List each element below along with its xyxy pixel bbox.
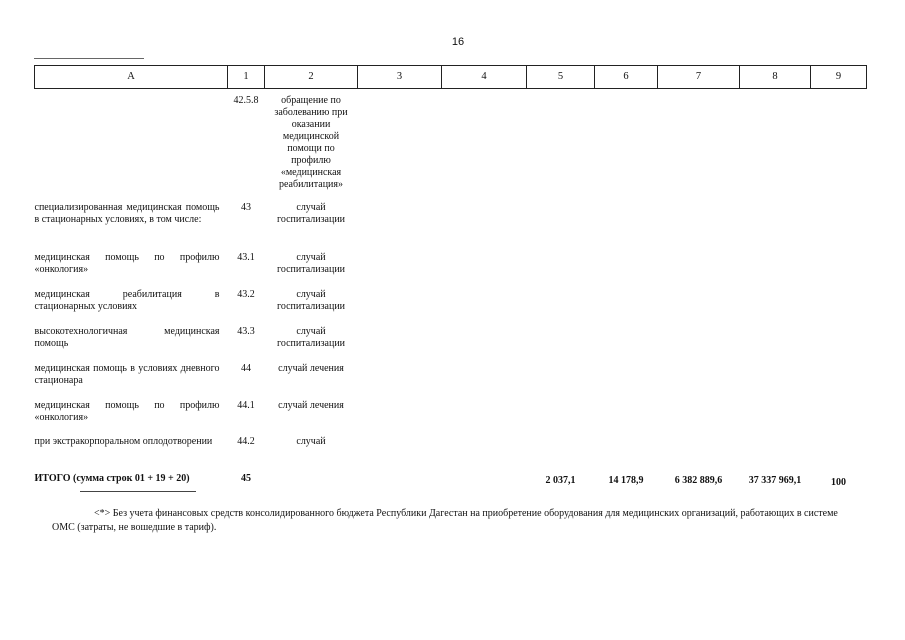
row-unit: случай xyxy=(296,436,326,447)
row-value-7 xyxy=(658,89,740,203)
column-header: 2 xyxy=(265,66,358,89)
column-header: 1 xyxy=(228,66,265,89)
row-code: 43.3 xyxy=(237,326,255,337)
row-value-3 xyxy=(358,436,442,471)
column-header: А xyxy=(35,66,228,89)
row-value-8 xyxy=(740,289,811,326)
row-value-7 xyxy=(658,289,740,326)
row-unit: обращение по заболеванию при оказании медицинской помощи по профилю «медицинская реабилитация» xyxy=(274,95,348,190)
row-value-5 xyxy=(527,289,595,326)
row-value-8 xyxy=(740,363,811,400)
row-unit: случай госпитализации xyxy=(276,289,346,312)
total-unit xyxy=(265,471,358,489)
total-value-5: 2 037,1 xyxy=(545,475,576,486)
row-value-9 xyxy=(811,363,867,400)
row-value-5 xyxy=(527,89,595,203)
row-value-6 xyxy=(595,289,658,326)
footnote: <*> Без учета финансовых средств консолидированного бюджета Республики Дагестан на приобретение оборудования для медицинских организаций, работающих в системе ОМС (затраты, не вошедшие в тариф). xyxy=(52,508,838,533)
row-value-6 xyxy=(595,89,658,203)
row-code: 42.5.8 xyxy=(233,95,259,106)
row-value-4 xyxy=(442,400,527,436)
row-value-4 xyxy=(442,252,527,289)
table-row xyxy=(35,326,867,363)
row-value-5 xyxy=(527,252,595,289)
row-value-9 xyxy=(811,252,867,289)
row-value-4 xyxy=(442,363,527,400)
row-unit: случай лечения xyxy=(278,363,344,374)
row-name xyxy=(35,89,228,203)
row-code: 44 xyxy=(241,363,251,374)
total-row xyxy=(35,471,867,489)
row-value-5 xyxy=(527,400,595,436)
row-value-3 xyxy=(358,89,442,203)
row-value-6 xyxy=(595,436,658,471)
row-value-6 xyxy=(595,252,658,289)
row-name: высокотехнологичная медицинская помощь xyxy=(34,326,220,349)
row-name: медицинская помощь в условиях дневного стационара xyxy=(34,363,220,386)
row-code: 43 xyxy=(241,202,251,213)
row-value-6 xyxy=(595,400,658,436)
row-value-7 xyxy=(658,363,740,400)
row-value-8 xyxy=(740,400,811,436)
row-value-8 xyxy=(740,436,811,471)
row-value-9 xyxy=(811,289,867,326)
table-row xyxy=(35,436,867,471)
total-value-4 xyxy=(442,471,527,489)
row-value-8 xyxy=(740,326,811,363)
row-value-5 xyxy=(527,363,595,400)
row-value-6 xyxy=(595,326,658,363)
total-value-9: 100 xyxy=(831,477,846,488)
header-row xyxy=(35,66,867,89)
row-value-9 xyxy=(811,436,867,471)
row-value-4 xyxy=(442,202,527,252)
row-value-4 xyxy=(442,289,527,326)
column-header: 7 xyxy=(658,66,740,89)
column-header: 9 xyxy=(811,66,867,89)
row-value-7 xyxy=(658,252,740,289)
row-value-6 xyxy=(595,363,658,400)
table-row xyxy=(35,202,867,252)
row-value-7 xyxy=(658,436,740,471)
row-value-6 xyxy=(595,202,658,252)
row-value-3 xyxy=(358,400,442,436)
column-header: 6 xyxy=(595,66,658,89)
total-value-7: 6 382 889,6 xyxy=(674,475,723,486)
row-name: специализированная медицинская помощь в стационарных условиях, в том числе: xyxy=(34,202,220,225)
row-value-3 xyxy=(358,363,442,400)
row-value-7 xyxy=(658,326,740,363)
table-row xyxy=(35,289,867,326)
row-value-4 xyxy=(442,436,527,471)
row-value-5 xyxy=(527,436,595,471)
row-value-9 xyxy=(811,89,867,203)
data-table xyxy=(34,65,867,489)
row-unit: случай госпитализации xyxy=(276,326,346,349)
table-row xyxy=(35,89,867,203)
column-header: 3 xyxy=(358,66,442,89)
row-value-4 xyxy=(442,89,527,203)
total-name: ИТОГО (сумма строк 01 + 19 + 20) xyxy=(34,473,190,484)
row-name: при экстракорпоральном оплодотворении xyxy=(34,436,213,447)
row-value-8 xyxy=(740,89,811,203)
total-value-8: 37 337 969,1 xyxy=(748,475,802,486)
row-value-9 xyxy=(811,326,867,363)
row-value-5 xyxy=(527,326,595,363)
column-header: 5 xyxy=(527,66,595,89)
row-value-5 xyxy=(527,202,595,252)
row-value-8 xyxy=(740,202,811,252)
row-value-7 xyxy=(658,202,740,252)
row-code: 44.2 xyxy=(237,436,255,447)
row-value-8 xyxy=(740,252,811,289)
row-unit: случай госпитализации xyxy=(276,252,346,275)
row-value-4 xyxy=(442,326,527,363)
row-unit: случай госпитализации xyxy=(276,202,346,225)
row-value-7 xyxy=(658,400,740,436)
total-value-6: 14 178,9 xyxy=(608,475,644,486)
page-number: 16 xyxy=(451,36,465,48)
row-value-3 xyxy=(358,326,442,363)
row-code: 43.2 xyxy=(237,289,255,300)
row-name: медицинская помощь по профилю «онкология» xyxy=(34,400,220,423)
table-row xyxy=(35,400,867,436)
total-value-3 xyxy=(358,471,442,489)
column-header: 8 xyxy=(740,66,811,89)
row-unit: случай лечения xyxy=(278,400,344,411)
row-value-9 xyxy=(811,400,867,436)
table-row xyxy=(35,363,867,400)
row-value-3 xyxy=(358,202,442,252)
column-header: 4 xyxy=(442,66,527,89)
table-row xyxy=(35,252,867,289)
top-rule xyxy=(34,58,144,59)
row-value-9 xyxy=(811,202,867,252)
footnote-rule xyxy=(80,491,196,492)
row-value-3 xyxy=(358,252,442,289)
row-name: медицинская помощь по профилю «онкология» xyxy=(34,252,220,275)
row-name: медицинская реабилитация в стационарных условиях xyxy=(34,289,220,312)
row-code: 43.1 xyxy=(237,252,255,263)
row-value-3 xyxy=(358,289,442,326)
total-code: 45 xyxy=(241,473,251,484)
row-code: 44.1 xyxy=(237,400,255,411)
